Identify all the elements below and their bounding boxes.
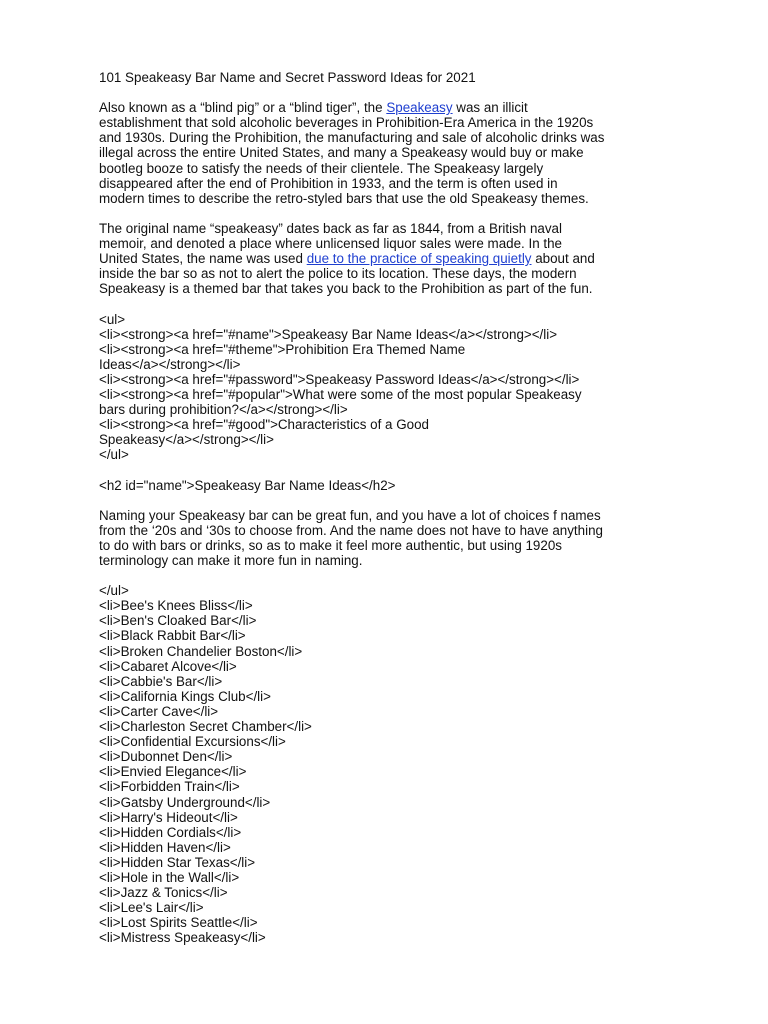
paragraph-line: terminology can make it more fun in naming. — [99, 553, 363, 568]
spacer — [99, 568, 679, 583]
code-line: <li><strong><a href="#theme">Prohibition Era Themed Name — [99, 341, 466, 357]
naming-paragraph — [99, 508, 679, 568]
code-line: <li>Confidential Excursions</li> — [99, 734, 286, 750]
code-line: <li>Envied Elegance</li> — [99, 764, 247, 780]
paragraph-text: United States, the name was used — [99, 251, 307, 267]
code-line: <li><strong><a href="#name">Speakeasy Bar Name Ideas</a></strong></li> — [99, 326, 558, 342]
paragraph-line: modern times to describe the retro-styled bars that use the old Speakeasy themes. — [99, 190, 589, 206]
code-line: <li>Harry's Hideout</li> — [99, 809, 238, 825]
paragraph-line: bootleg booze to satisfy the needs of their clientele. The Speakeasy largely — [99, 160, 544, 176]
paragraph-line: and 1930s. During the Prohibition, the manufacturing and sale of alcoholic drinks was — [99, 130, 605, 146]
code-line: <li>Lost Spirits Seattle</li> — [99, 915, 258, 931]
paragraph-line: The original name “speakeasy” dates back as far as 1844, from a British naval — [99, 220, 562, 236]
names-code-block — [99, 583, 679, 945]
code-line: <li>Hole in the Wall</li> — [99, 869, 240, 885]
paragraph-line — [99, 251, 679, 266]
code-line: <li>Lee's Lair</li> — [99, 900, 204, 916]
code-line: <li><strong><a href="#popular">What were some of the most popular Speakeasy — [99, 386, 582, 402]
code-line: <li>Hidden Cordials</li> — [99, 824, 242, 840]
paragraph-line: Naming your Speakeasy bar can be great fun, and you have a lot of choices f names — [99, 507, 601, 523]
code-line: <li><strong><a href="#password">Speakeasy Password Ideas</a></strong></li> — [99, 371, 580, 387]
paragraph-line: memoir, and denoted a place where unlicensed liquor sales were made. In the — [99, 236, 562, 252]
code-line: <li>Ben's Cloaked Bar</li> — [99, 613, 257, 629]
paragraph-text: about and — [531, 251, 595, 267]
code-line: <li>Forbidden Train</li> — [99, 779, 240, 795]
paragraph-line: illegal across the entire United States, and many a Speakeasy would buy or make — [99, 145, 584, 161]
spacer — [99, 493, 679, 508]
code-line: <li>Gatsby Underground</li> — [99, 794, 271, 810]
code-line: <li>Broken Chandelier Boston</li> — [99, 643, 303, 659]
code-line: <ul> — [99, 311, 126, 327]
code-line: <li>Charleston Secret Chamber</li> — [99, 719, 312, 735]
code-line: <li>Hidden Haven</li> — [99, 839, 231, 855]
code-line: <li>Mistress Speakeasy</li> — [99, 930, 266, 946]
spacer — [99, 85, 679, 100]
code-line: <li>Cabaret Alcove</li> — [99, 658, 237, 674]
intro-paragraph — [99, 100, 679, 206]
code-line: <li>California Kings Club</li> — [99, 688, 271, 704]
speakeasy-link[interactable]: Speakeasy — [386, 100, 453, 116]
code-line: <li>Dubonnet Den</li> — [99, 749, 233, 765]
code-line: <li>Cabbie's Bar</li> — [99, 673, 223, 689]
paragraph-line: to do with bars or drinks, so as to make it feel more authentic, but using 1920s — [99, 537, 562, 553]
code-line: <li>Carter Cave</li> — [99, 703, 219, 719]
paragraph-line: from the ‘20s and ‘30s to choose from. And the name does not have to have anything — [99, 522, 603, 538]
code-line: <li>Hidden Star Texas</li> — [99, 854, 256, 870]
toc-code-block — [99, 312, 679, 463]
code-line: <li><strong><a href="#good">Characteristics of a Good — [99, 417, 429, 433]
code-line: </ul> — [99, 447, 129, 463]
paragraph-line: disappeared after the end of Prohibition in 1933, and the term is often used in — [99, 175, 558, 191]
code-line: <li>Black Rabbit Bar</li> — [99, 628, 246, 644]
code-line: bars during prohibition?</a></strong></li> — [99, 402, 348, 418]
spacer — [99, 462, 679, 477]
code-line: Speakeasy</a></strong></li> — [99, 432, 274, 448]
code-line: </ul> — [99, 583, 129, 599]
h2-code-line: <h2 id="name">Speakeasy Bar Name Ideas</h2> — [99, 477, 396, 493]
code-line: Ideas</a></strong></li> — [99, 356, 241, 372]
code-line: <li>Bee's Knees Bliss</li> — [99, 598, 253, 614]
paragraph-line: establishment that sold alcoholic beverages in Prohibition-Era America in the 1920s — [99, 115, 594, 131]
spacer — [99, 206, 679, 221]
paragraph-line — [99, 100, 679, 115]
paragraph-line: inside the bar so as not to alert the police to its location. These days, the modern — [99, 266, 577, 282]
speaking-quietly-link[interactable]: due to the practice of speaking quietly — [306, 251, 532, 267]
document-page — [99, 70, 679, 945]
code-line: <li>Jazz & Tonics</li> — [99, 885, 228, 901]
document-title: 101 Speakeasy Bar Name and Secret Password Ideas for 2021 — [99, 70, 476, 85]
origin-paragraph — [99, 221, 679, 296]
paragraph-text: Also known as a “blind pig” or a “blind tiger”, the — [99, 100, 387, 116]
paragraph-line: Speakeasy is a themed bar that takes you back to the Prohibition as part of the fun. — [99, 281, 593, 297]
spacer — [99, 296, 679, 311]
paragraph-text: was an illicit — [452, 100, 528, 116]
